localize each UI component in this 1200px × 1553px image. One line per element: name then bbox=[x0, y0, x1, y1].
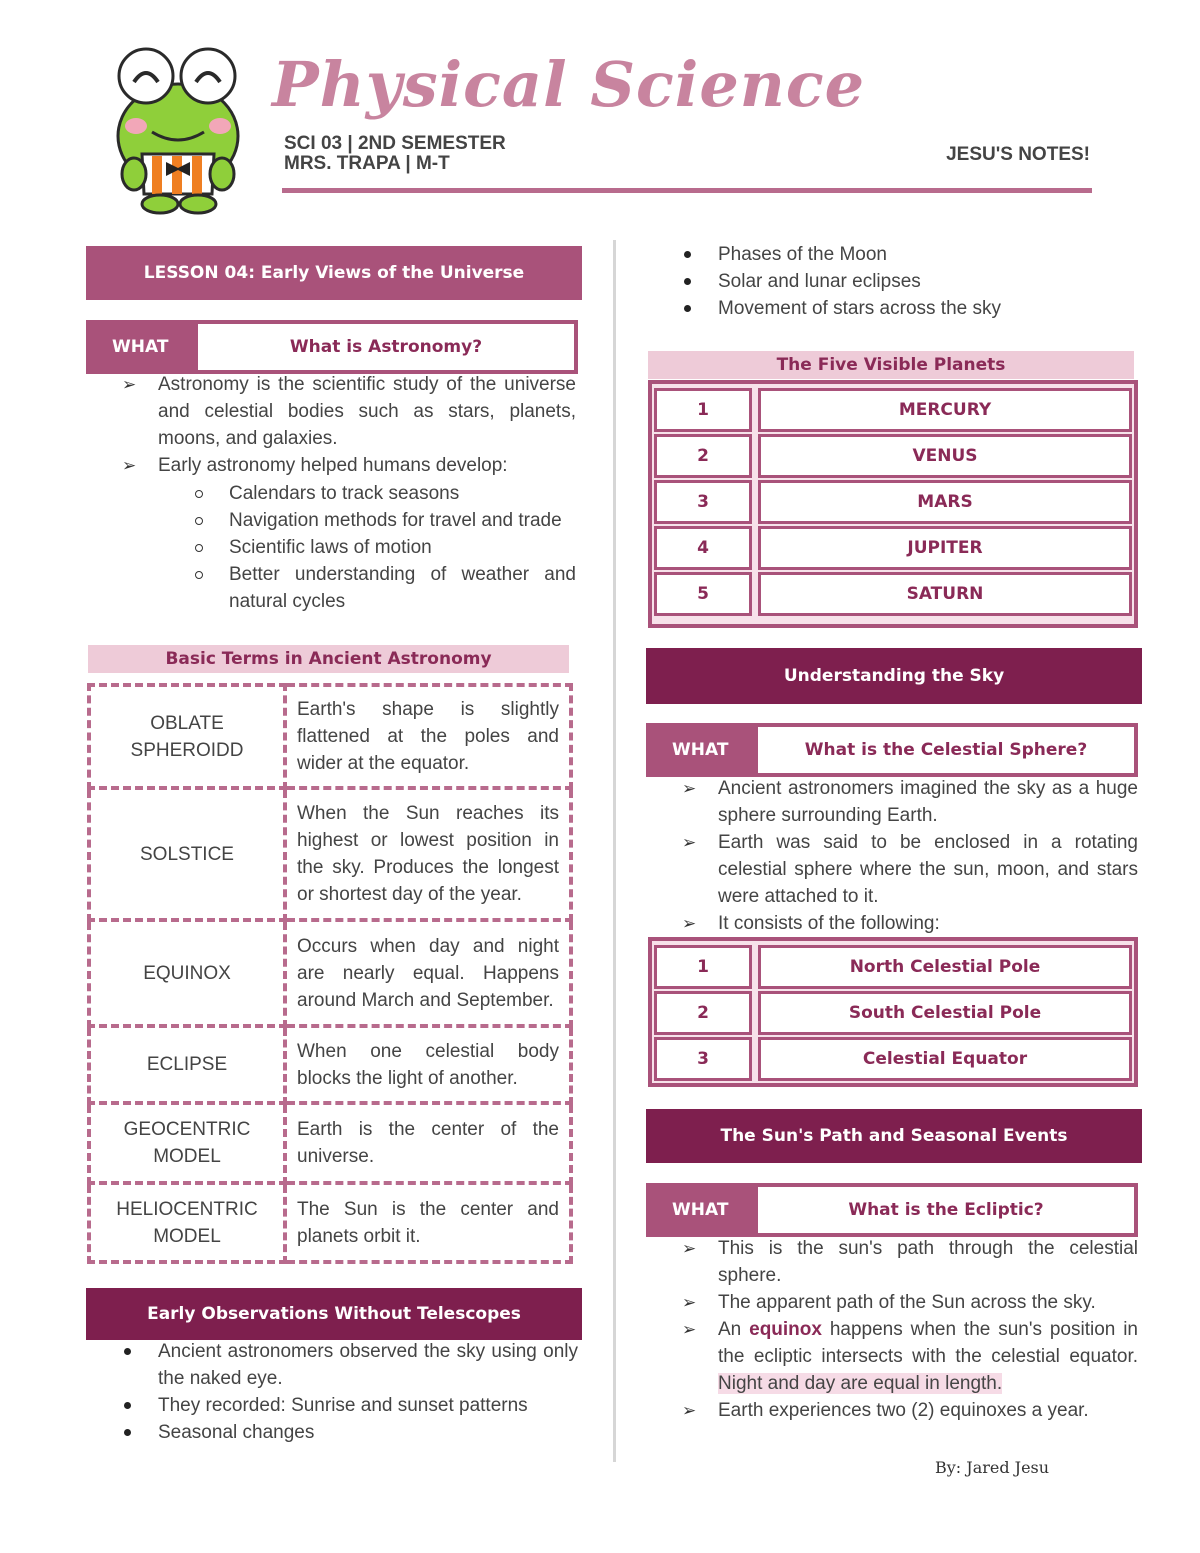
astronomy-what-row bbox=[86, 320, 578, 374]
row-number: 2 bbox=[654, 434, 752, 478]
definition-cell: Earth is the center of the universe. bbox=[285, 1103, 571, 1183]
planet-name: JUPITER bbox=[758, 526, 1132, 570]
list-item: ➢ Astronomy is the scientific study of the universe and celestial bodies such as stars, planets, moons, and galaxies. bbox=[158, 371, 576, 452]
celestial-table bbox=[648, 937, 1138, 1087]
sky-bullets bbox=[682, 775, 1138, 937]
arrow-bullet-icon: ➢ bbox=[682, 833, 697, 852]
astronomy-sub-bullets bbox=[229, 480, 576, 615]
row-number: 1 bbox=[654, 388, 752, 432]
table-row bbox=[89, 1183, 571, 1262]
list-item: ➢ This is the sun's path through the celestial sphere. bbox=[718, 1235, 1138, 1289]
terms-heading: Basic Terms in Ancient Astronomy bbox=[88, 645, 569, 673]
arrow-bullet-icon: ➢ bbox=[682, 914, 697, 933]
what-tag: WHAT bbox=[646, 1183, 758, 1237]
notes-label: JESU'S NOTES! bbox=[946, 144, 1090, 165]
sun-what-row bbox=[646, 1183, 1138, 1237]
planet-name: MARS bbox=[758, 480, 1132, 524]
list-item: Seasonal changes bbox=[158, 1419, 578, 1446]
list-item: ➢ It consists of the following: bbox=[718, 910, 1138, 937]
arrow-bullet-icon: ➢ bbox=[682, 1293, 697, 1312]
planet-name: MERCURY bbox=[758, 388, 1132, 432]
disc-bullet-icon bbox=[124, 1402, 131, 1409]
observations-continued bbox=[718, 241, 1138, 322]
list-item: ➢ Earth was said to be enclosed in a rotating celestial sphere where the sun, moon, and stars were attached to it. bbox=[718, 829, 1138, 910]
sky-question: What is the Celestial Sphere? bbox=[758, 723, 1138, 777]
term-cell: GEOCENTRIC MODEL bbox=[89, 1103, 285, 1183]
equinox-term: equinox bbox=[749, 1319, 822, 1340]
list-item: Scientific laws of motion bbox=[229, 534, 576, 561]
circle-bullet-icon bbox=[195, 544, 203, 552]
row-number: 1 bbox=[654, 945, 752, 989]
arrow-bullet-icon: ➢ bbox=[682, 1401, 697, 1420]
table-row bbox=[89, 685, 571, 788]
circle-bullet-icon bbox=[195, 571, 203, 579]
arrow-bullet-icon: ➢ bbox=[122, 375, 137, 394]
table-row bbox=[654, 480, 1132, 524]
term-cell: OBLATE SPHEROIDD bbox=[89, 685, 285, 788]
observations-bullets bbox=[158, 1338, 578, 1446]
header-divider bbox=[282, 188, 1092, 193]
list-item: ➢ An equinox happens when the sun's position in the ecliptic intersects with the celestial equator. Night and day are equal in length. bbox=[718, 1316, 1138, 1397]
planet-name: VENUS bbox=[758, 434, 1132, 478]
list-item: ➢ Early astronomy helped humans develop: bbox=[158, 452, 576, 479]
list-item: Ancient astronomers observed the sky using only the naked eye. bbox=[158, 1338, 578, 1392]
table-row bbox=[654, 434, 1132, 478]
table-row bbox=[89, 920, 571, 1026]
celestial-item: South Celestial Pole bbox=[758, 991, 1132, 1035]
what-tag: WHAT bbox=[646, 723, 758, 777]
table-row bbox=[654, 1037, 1132, 1081]
table-row bbox=[654, 526, 1132, 570]
term-cell: SOLSTICE bbox=[89, 788, 285, 920]
table-row bbox=[89, 1103, 571, 1183]
table-row bbox=[654, 388, 1132, 432]
planets-heading: The Five Visible Planets bbox=[648, 351, 1134, 379]
disc-bullet-icon bbox=[684, 305, 691, 312]
list-item: Phases of the Moon bbox=[718, 241, 1138, 268]
table-row bbox=[654, 572, 1132, 616]
astronomy-bullets bbox=[122, 371, 576, 479]
circle-bullet-icon bbox=[195, 490, 203, 498]
celestial-item: Celestial Equator bbox=[758, 1037, 1132, 1081]
planets-table bbox=[648, 380, 1138, 628]
term-cell: EQUINOX bbox=[89, 920, 285, 1026]
terms-table bbox=[87, 683, 573, 1264]
table-row bbox=[89, 1026, 571, 1103]
disc-bullet-icon bbox=[124, 1429, 131, 1436]
list-item: ➢ Ancient astronomers imagined the sky as a huge sphere surrounding Earth. bbox=[718, 775, 1138, 829]
sun-bullets bbox=[682, 1235, 1138, 1424]
definition-cell: Earth's shape is slightly flattened at the poles and wider at the equator. bbox=[285, 685, 571, 788]
planet-name: SATURN bbox=[758, 572, 1132, 616]
lesson-banner: LESSON 04: Early Views of the Universe bbox=[86, 246, 582, 300]
term-cell: HELIOCENTRIC MODEL bbox=[89, 1183, 285, 1262]
list-item: Movement of stars across the sky bbox=[718, 295, 1138, 322]
sky-what-row bbox=[646, 723, 1138, 777]
table-row bbox=[654, 991, 1132, 1035]
disc-bullet-icon bbox=[684, 251, 691, 258]
list-item: Calendars to track seasons bbox=[229, 480, 576, 507]
list-item: ➢ Earth experiences two (2) equinoxes a year. bbox=[718, 1397, 1138, 1424]
list-item: Navigation methods for travel and trade bbox=[229, 507, 576, 534]
byline: By: Jared Jesu bbox=[935, 1458, 1050, 1477]
astronomy-question: What is Astronomy? bbox=[198, 320, 578, 374]
table-row bbox=[89, 788, 571, 920]
highlighted-text: Night and day are equal in length. bbox=[718, 1373, 1003, 1394]
definition-cell: When the Sun reaches its highest or lowest position in the sky. Produces the longest or shortest day of the year. bbox=[285, 788, 571, 920]
course-line: SCI 03 | 2ND SEMESTER bbox=[284, 133, 506, 154]
row-number: 3 bbox=[654, 1037, 752, 1081]
observations-banner: Early Observations Without Telescopes bbox=[86, 1288, 582, 1340]
sun-question: What is the Ecliptic? bbox=[758, 1183, 1138, 1237]
definition-cell: When one celestial body blocks the light of another. bbox=[285, 1026, 571, 1103]
row-number: 2 bbox=[654, 991, 752, 1035]
row-number: 5 bbox=[654, 572, 752, 616]
definition-cell: The Sun is the center and planets orbit it. bbox=[285, 1183, 571, 1262]
what-tag: WHAT bbox=[86, 320, 198, 374]
arrow-bullet-icon: ➢ bbox=[682, 779, 697, 798]
list-item: ➢ The apparent path of the Sun across the sky. bbox=[718, 1289, 1138, 1316]
definition-cell: Occurs when day and night are nearly equal. Happens around March and September. bbox=[285, 920, 571, 1026]
page-title: Physical Science bbox=[272, 48, 866, 121]
disc-bullet-icon bbox=[124, 1348, 131, 1355]
arrow-bullet-icon: ➢ bbox=[682, 1320, 697, 1339]
term-cell: ECLIPSE bbox=[89, 1026, 285, 1103]
list-item: Solar and lunar eclipses bbox=[718, 268, 1138, 295]
arrow-bullet-icon: ➢ bbox=[122, 456, 137, 475]
celestial-item: North Celestial Pole bbox=[758, 945, 1132, 989]
frog-mascot-icon bbox=[108, 44, 248, 216]
circle-bullet-icon bbox=[195, 517, 203, 525]
list-item: They recorded: Sunrise and sunset patterns bbox=[158, 1392, 578, 1419]
arrow-bullet-icon: ➢ bbox=[682, 1239, 697, 1258]
sun-banner: The Sun's Path and Seasonal Events bbox=[646, 1109, 1142, 1163]
row-number: 4 bbox=[654, 526, 752, 570]
teacher-line: MRS. TRAPA | M-T bbox=[284, 153, 450, 174]
table-row bbox=[654, 945, 1132, 989]
disc-bullet-icon bbox=[684, 278, 691, 285]
list-item: Better understanding of weather and natural cycles bbox=[229, 561, 576, 615]
column-divider bbox=[613, 240, 616, 1462]
sky-banner: Understanding the Sky bbox=[646, 648, 1142, 704]
row-number: 3 bbox=[654, 480, 752, 524]
